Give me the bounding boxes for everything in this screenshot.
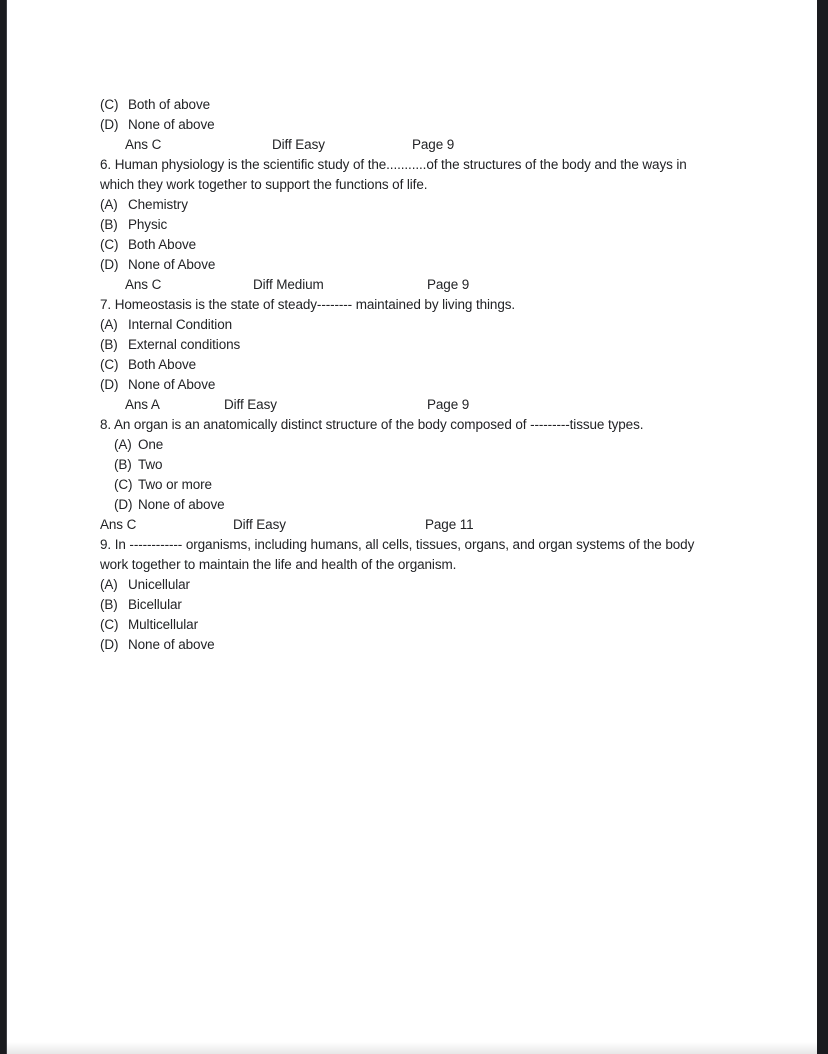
question-block [100,155,718,295]
option-letter: (A) [100,317,118,332]
option-row [100,235,718,255]
option-letter: (C) [100,237,119,252]
option-row [100,615,718,635]
question-text-body: In ------------ organisms, including humans, all cells, tissues, organs, and organ systems of the body work together to maintain the life and health of the organism. [100,537,695,572]
option-text: Chemistry [128,197,188,212]
question-text-body: Human physiology is the scientific study of the...........of the structures of the body and the ways in which they work together to support the functions of life. [100,157,687,192]
difficulty-label: Diff Easy [233,517,286,532]
answer-label: Ans C [100,517,137,532]
answer-label: Ans A [125,397,160,412]
page-bottom-edge [7,1042,817,1054]
option-text: External conditions [128,337,241,352]
option-text: Bicellular [128,597,182,612]
option-letter: (C) [100,617,119,632]
option-row [114,455,718,475]
option-row [100,595,718,615]
question-text [100,155,712,195]
document-page [100,95,718,655]
question-number: 8. [100,417,112,432]
option-letter: (D) [114,497,133,512]
question-text [100,295,712,315]
option-row [100,215,718,235]
page-ref-label: Page 9 [427,397,470,412]
option-text: Two [138,457,163,472]
option-letter: (B) [114,457,132,472]
option-row [114,475,718,495]
option-row [100,335,718,355]
option-text: None of Above [128,257,216,272]
question-number: 9. [100,537,112,552]
option-text: None of above [138,497,225,512]
question-text [100,535,712,575]
option-letter: (D) [100,377,119,392]
option-row [114,435,718,455]
option-text: Multicellular [128,617,198,632]
option-letter: (A) [114,437,132,452]
question-meta-row [100,395,718,415]
option-text: Both Above [128,237,197,252]
option-letter: (B) [100,217,118,232]
option-text: Unicellular [128,577,190,592]
option-row [100,95,718,115]
option-text: One [138,437,164,452]
option-letter: (A) [100,577,118,592]
option-row [100,315,718,335]
question-text-body: Homeostasis is the state of steady-------- maintained by living things. [114,297,516,312]
answer-label: Ans C [125,277,162,292]
option-row [100,115,718,135]
option-row [100,635,718,655]
option-row [100,575,718,595]
option-letter: (C) [100,97,119,112]
question-block [100,535,718,655]
page-ref-label: Page 9 [427,277,470,292]
question-meta-row [100,275,718,295]
question-meta-row [100,515,718,535]
difficulty-label: Diff Easy [224,397,277,412]
option-text: None of Above [128,377,216,392]
option-letter: (A) [100,197,118,212]
viewer-left-edge [0,0,7,1054]
option-text: None of above [128,637,215,652]
viewer-right-edge [817,0,828,1054]
option-row [100,195,718,215]
question-block [100,295,718,415]
option-letter: (D) [100,257,119,272]
option-text: Physic [128,217,168,232]
option-row [100,375,718,395]
option-text: Two or more [138,477,212,492]
question-text [100,415,712,435]
option-letter: (D) [100,117,119,132]
option-letter: (B) [100,597,118,612]
option-letter: (D) [100,637,119,652]
option-text: Both Above [128,357,197,372]
question-meta-row [100,135,718,155]
option-row [100,255,718,275]
question-block [100,415,718,535]
option-text: Internal Condition [128,317,233,332]
option-row [100,355,718,375]
answer-label: Ans C [125,137,162,152]
difficulty-label: Diff Medium [253,277,324,292]
option-letter: (B) [100,337,118,352]
question-number: 7. [100,297,112,312]
question-text-body: An organ is an anatomically distinct structure of the body composed of ---------tissue types. [113,417,644,432]
option-text: None of above [128,117,215,132]
page-ref-label: Page 9 [412,137,455,152]
difficulty-label: Diff Easy [272,137,325,152]
option-letter: (C) [100,357,119,372]
option-text: Both of above [128,97,211,112]
options-group [100,435,718,515]
page-ref-label: Page 11 [425,517,474,532]
question-number: 6. [100,157,112,172]
option-row [114,495,718,515]
option-letter: (C) [114,477,133,492]
